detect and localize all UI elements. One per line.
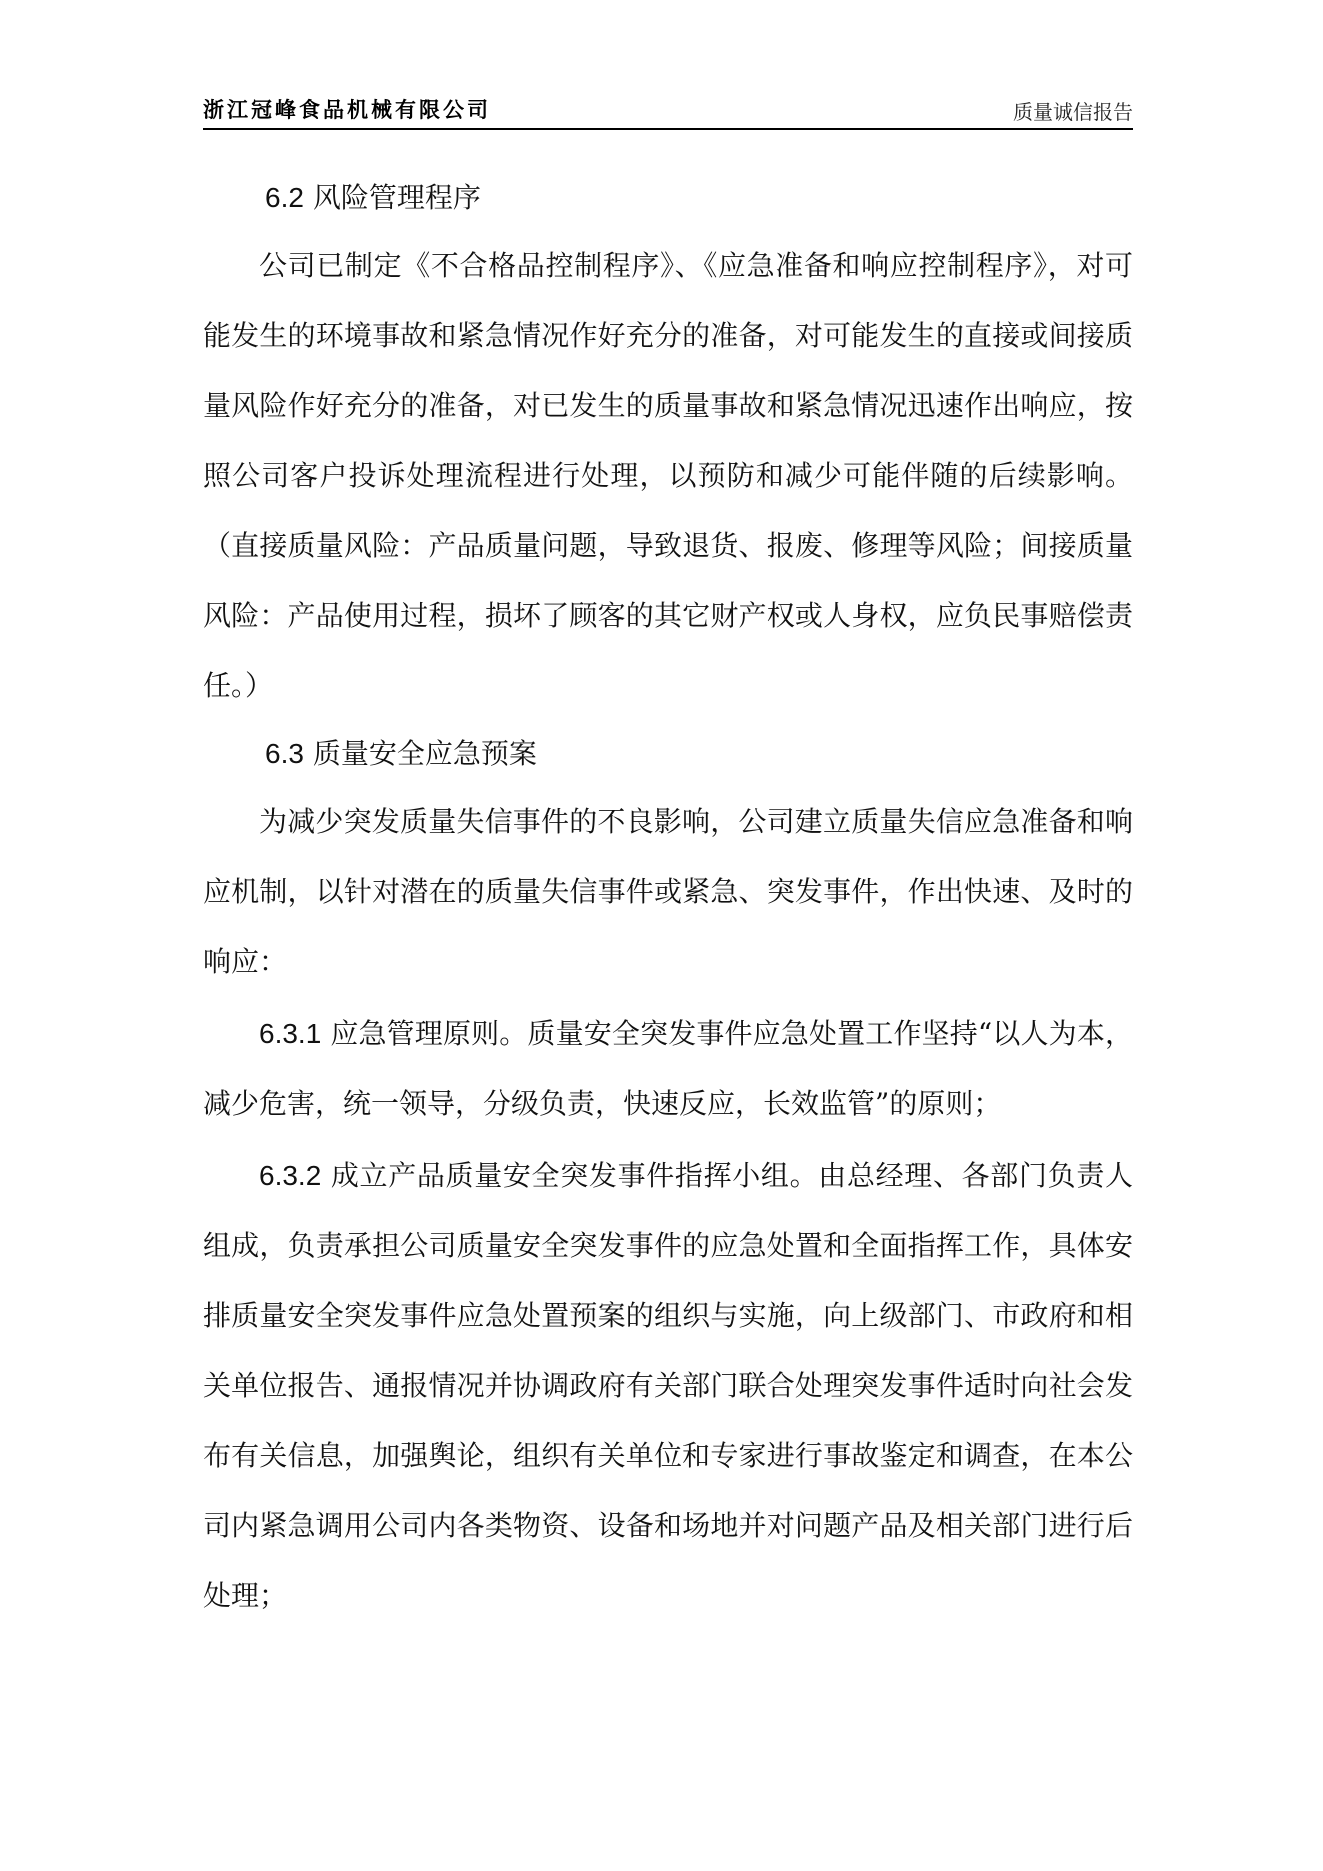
paragraph-emergency-plan: 为减少突发质量失信事件的不良影响，公司建立质量失信应急准备和响应机制，以针对潜在的质量失信事件或紧急、突发事件，作出快速、及时的响应： <box>203 805 1133 978</box>
subsection-text: 应急管理原则。质量安全突发事件应急处置工作坚持“以人为本，减少危害，统一领导，分级负责，快速反应，长效监管”的原则； <box>203 1017 1133 1120</box>
header-divider <box>203 128 1133 130</box>
section-title: 风险管理程序 <box>312 181 481 214</box>
paragraph-6-3-1 <box>203 999 1133 1139</box>
section-heading-6-3 <box>203 721 1133 787</box>
section-heading-6-2 <box>203 165 1133 231</box>
section-number: 6.3 <box>265 738 304 769</box>
page-header <box>203 90 1133 128</box>
subsection-number: 6.3.2 <box>259 1160 322 1191</box>
paragraph-risk-management: 公司已制定《不合格品控制程序》、《应急准备和响应控制程序》，对可能发生的环境事故和紧急情况作好充分的准备，对可能发生的直接或间接质量风险作好充分的准备，对已发生的质量事故和紧急情况迅速作出响应，按照公司客户投诉处理流程进行处理，以预防和减少可能伴随的后续影响。（直接质量风险：产品质量问题，导致退货、报废、修理等风险；间接质量风险：产品使用过程，损坏了顾客的其它财产权或人身权，应负民事赔偿责任。） <box>203 249 1133 702</box>
document-body <box>203 165 1133 1631</box>
subsection-text: 成立产品质量安全突发事件指挥小组。由总经理、各部门负责人组成，负责承担公司质量安全突发事件的应急处置和全面指挥工作，具体安排质量安全突发事件应急处置预案的组织与实施，向上级部门、市政府和相关单位报告、通报情况并协调政府有关部门联合处理突发事件适时向社会发布有关信息，加强舆论，组织有关单位和专家进行事故鉴定和调查，在本公司内紧急调用公司内各类物资、设备和场地并对问题产品及相关部门进行后处理； <box>203 1159 1133 1612</box>
section-title: 质量安全应急预案 <box>312 737 537 770</box>
paragraph-6-3-2 <box>203 1141 1133 1631</box>
report-title: 质量诚信报告 <box>1013 100 1133 124</box>
section-number: 6.2 <box>265 182 304 213</box>
subsection-number: 6.3.1 <box>259 1018 322 1049</box>
company-name: 浙江冠峰食品机械有限公司 <box>203 97 491 122</box>
